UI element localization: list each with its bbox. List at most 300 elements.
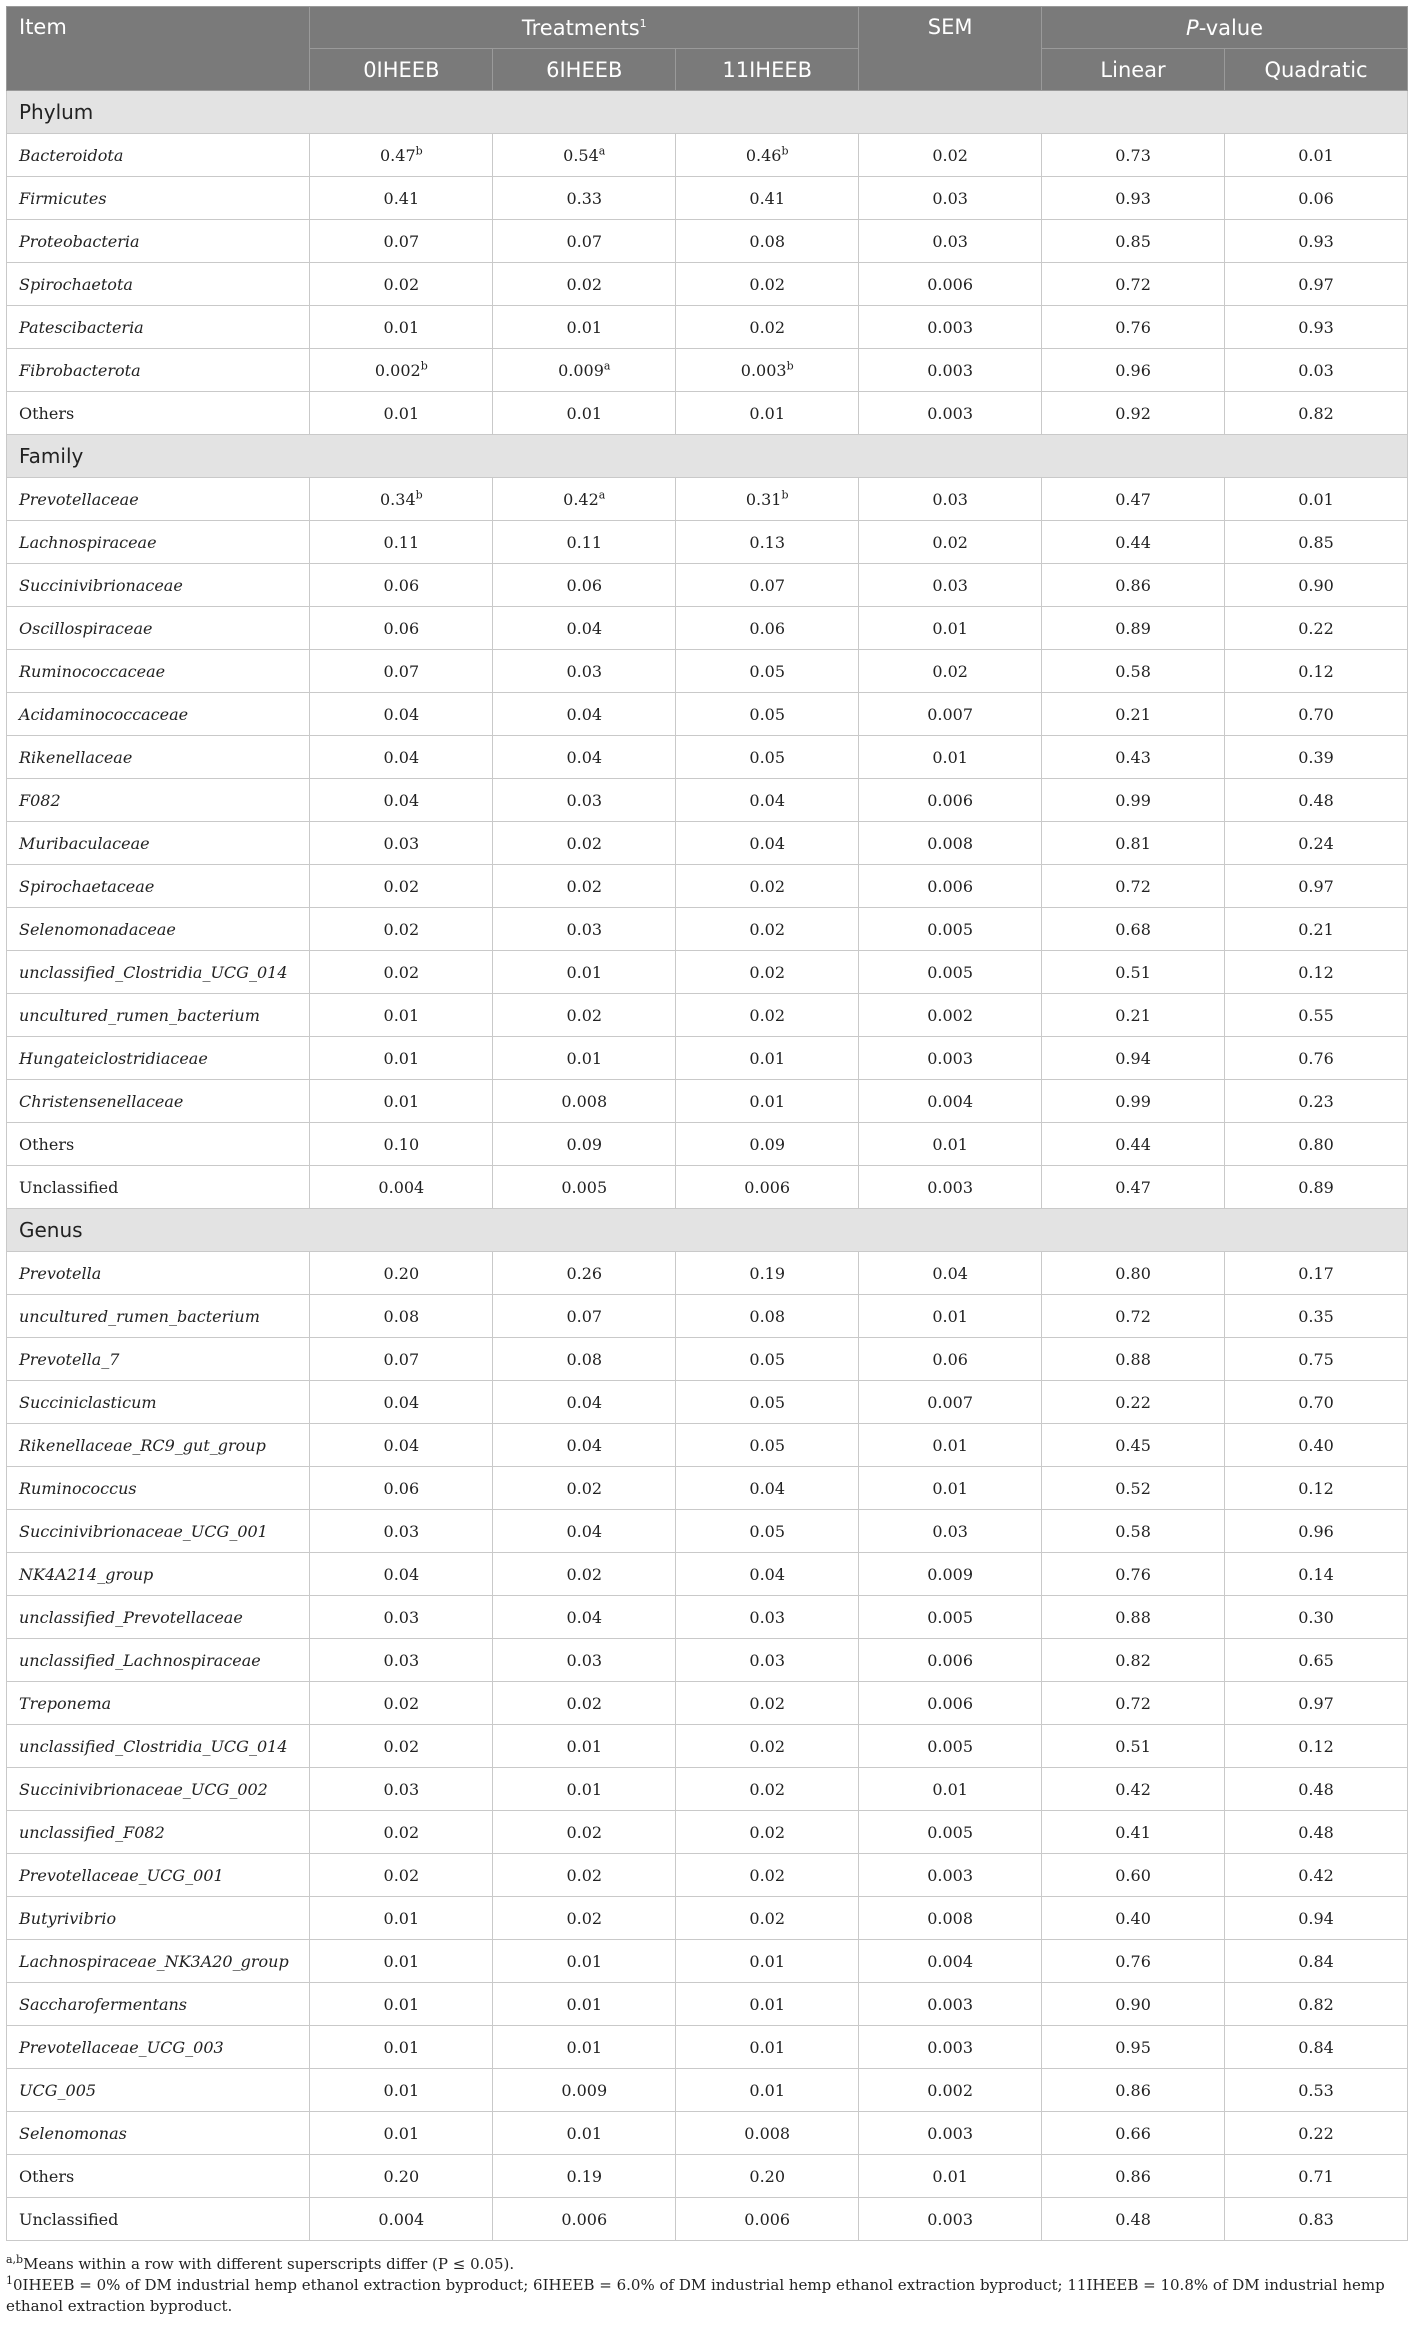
value-0iheeb-text: 0.002 bbox=[374, 360, 421, 380]
value-6iheeb-text: 0.008 bbox=[561, 1091, 608, 1111]
value-11iheeb-text: 0.01 bbox=[749, 403, 786, 423]
value-6iheeb-text: 0.02 bbox=[566, 1865, 603, 1885]
taxon-name: unclassified_Clostridia_UCG_014 bbox=[7, 951, 310, 994]
taxon-name: Bacteroidota bbox=[7, 134, 310, 177]
value-0iheeb-text: 0.06 bbox=[383, 618, 420, 638]
value-sem: 0.003 bbox=[859, 1983, 1042, 2026]
table-row bbox=[7, 865, 1408, 908]
value-11iheeb bbox=[676, 1424, 859, 1467]
value-11iheeb bbox=[676, 736, 859, 779]
value-quadratic: 0.89 bbox=[1225, 1166, 1408, 1209]
value-6iheeb-text: 0.02 bbox=[566, 1564, 603, 1584]
taxon-name: unclassified_Clostridia_UCG_014 bbox=[7, 1725, 310, 1768]
taxon-name: Rikenellaceae bbox=[7, 736, 310, 779]
value-11iheeb bbox=[676, 349, 859, 392]
value-11iheeb-text: 0.05 bbox=[749, 1435, 786, 1455]
value-0iheeb-text: 0.04 bbox=[383, 747, 420, 767]
value-6iheeb bbox=[493, 779, 676, 822]
value-6iheeb-text: 0.01 bbox=[566, 317, 603, 337]
value-linear: 0.72 bbox=[1042, 1682, 1225, 1725]
value-sem: 0.01 bbox=[859, 1768, 1042, 1811]
value-linear: 0.89 bbox=[1042, 607, 1225, 650]
value-quadratic: 0.85 bbox=[1225, 521, 1408, 564]
value-6iheeb bbox=[493, 693, 676, 736]
value-6iheeb-text: 0.03 bbox=[566, 919, 603, 939]
value-0iheeb-text: 0.03 bbox=[383, 1521, 420, 1541]
value-sem: 0.02 bbox=[859, 134, 1042, 177]
value-11iheeb-text: 0.01 bbox=[749, 1951, 786, 1971]
value-0iheeb bbox=[310, 177, 493, 220]
value-0iheeb-text: 0.004 bbox=[378, 1177, 425, 1197]
value-0iheeb-text: 0.07 bbox=[383, 1349, 420, 1369]
value-sem: 0.006 bbox=[859, 1639, 1042, 1682]
value-11iheeb-text: 0.05 bbox=[749, 1521, 786, 1541]
taxon-name: Prevotellaceae_UCG_003 bbox=[7, 2026, 310, 2069]
value-6iheeb-text: 0.03 bbox=[566, 790, 603, 810]
value-sem: 0.005 bbox=[859, 908, 1042, 951]
value-sem: 0.01 bbox=[859, 2155, 1042, 2198]
table-row bbox=[7, 1596, 1408, 1639]
header-treatments-label: Treatments bbox=[521, 15, 640, 40]
value-0iheeb bbox=[310, 1424, 493, 1467]
section-row bbox=[7, 91, 1408, 134]
taxon-name: Patescibacteria bbox=[7, 306, 310, 349]
value-linear: 0.52 bbox=[1042, 1467, 1225, 1510]
value-11iheeb bbox=[676, 1639, 859, 1682]
value-quadratic: 0.17 bbox=[1225, 1252, 1408, 1295]
value-6iheeb-text: 0.02 bbox=[566, 1908, 603, 1928]
table-row bbox=[7, 349, 1408, 392]
value-linear: 0.58 bbox=[1042, 1510, 1225, 1553]
value-6iheeb bbox=[493, 392, 676, 435]
value-quadratic: 0.96 bbox=[1225, 1510, 1408, 1553]
value-0iheeb bbox=[310, 306, 493, 349]
value-11iheeb bbox=[676, 2155, 859, 2198]
value-0iheeb bbox=[310, 2026, 493, 2069]
value-6iheeb-text: 0.01 bbox=[566, 1048, 603, 1068]
value-6iheeb bbox=[493, 521, 676, 564]
value-0iheeb-text: 0.01 bbox=[383, 2080, 420, 2100]
header-col-quadratic: Quadratic bbox=[1225, 49, 1408, 91]
taxon-name: Prevotellaceae_UCG_001 bbox=[7, 1854, 310, 1897]
value-linear: 0.51 bbox=[1042, 1725, 1225, 1768]
value-quadratic: 0.70 bbox=[1225, 693, 1408, 736]
value-11iheeb-text: 0.05 bbox=[749, 704, 786, 724]
value-linear: 0.48 bbox=[1042, 2198, 1225, 2241]
value-quadratic: 0.70 bbox=[1225, 1381, 1408, 1424]
value-11iheeb bbox=[676, 1854, 859, 1897]
value-0iheeb bbox=[310, 1811, 493, 1854]
value-sem: 0.008 bbox=[859, 822, 1042, 865]
value-6iheeb bbox=[493, 1166, 676, 1209]
value-6iheeb-text: 0.02 bbox=[566, 876, 603, 896]
value-11iheeb-text: 0.02 bbox=[749, 1822, 786, 1842]
value-11iheeb-text: 0.19 bbox=[749, 1263, 786, 1283]
value-11iheeb-text: 0.03 bbox=[749, 1607, 786, 1627]
value-11iheeb bbox=[676, 1295, 859, 1338]
value-11iheeb-text: 0.04 bbox=[749, 1564, 786, 1584]
value-6iheeb bbox=[493, 650, 676, 693]
value-linear: 0.44 bbox=[1042, 1123, 1225, 1166]
value-0iheeb bbox=[310, 607, 493, 650]
table-row bbox=[7, 1940, 1408, 1983]
value-sem: 0.007 bbox=[859, 1381, 1042, 1424]
value-11iheeb bbox=[676, 1510, 859, 1553]
value-6iheeb-text: 0.02 bbox=[566, 1478, 603, 1498]
value-11iheeb-text: 0.05 bbox=[749, 1392, 786, 1412]
table-row bbox=[7, 478, 1408, 521]
taxon-name: unclassified_Lachnospiraceae bbox=[7, 1639, 310, 1682]
value-sem: 0.003 bbox=[859, 1037, 1042, 1080]
value-6iheeb-text: 0.02 bbox=[566, 1822, 603, 1842]
value-linear: 0.86 bbox=[1042, 564, 1225, 607]
footnote-1-text: 0IHEEB = 0% of DM industrial hemp ethanol extraction byproduct; 6IHEEB = 6.0% of DM industrial hemp ethanol extraction byproduct; 11IHEEB = 10.8% of DM industrial hemp ethanol extraction byproduct. bbox=[6, 2276, 1385, 2315]
taxon-name: UCG_005 bbox=[7, 2069, 310, 2112]
value-11iheeb bbox=[676, 1553, 859, 1596]
value-quadratic: 0.93 bbox=[1225, 220, 1408, 263]
value-11iheeb bbox=[676, 2026, 859, 2069]
value-6iheeb bbox=[493, 822, 676, 865]
value-0iheeb bbox=[310, 994, 493, 1037]
value-0iheeb-text: 0.01 bbox=[383, 403, 420, 423]
value-quadratic: 0.40 bbox=[1225, 1424, 1408, 1467]
value-0iheeb bbox=[310, 1553, 493, 1596]
value-11iheeb bbox=[676, 478, 859, 521]
value-6iheeb-text: 0.01 bbox=[566, 2123, 603, 2143]
value-6iheeb-text: 0.04 bbox=[566, 1607, 603, 1627]
table-row bbox=[7, 1510, 1408, 1553]
value-sem: 0.007 bbox=[859, 693, 1042, 736]
value-6iheeb-text: 0.01 bbox=[566, 403, 603, 423]
value-quadratic: 0.76 bbox=[1225, 1037, 1408, 1080]
taxon-name: Selenomonadaceae bbox=[7, 908, 310, 951]
value-6iheeb-text: 0.01 bbox=[566, 962, 603, 982]
value-linear: 0.68 bbox=[1042, 908, 1225, 951]
value-linear: 0.99 bbox=[1042, 1080, 1225, 1123]
table-row bbox=[7, 2069, 1408, 2112]
value-6iheeb bbox=[493, 951, 676, 994]
taxon-name: Succinivibrionaceae bbox=[7, 564, 310, 607]
value-0iheeb bbox=[310, 134, 493, 177]
value-sem: 0.003 bbox=[859, 2198, 1042, 2241]
value-0iheeb bbox=[310, 263, 493, 306]
value-6iheeb-text: 0.06 bbox=[566, 575, 603, 595]
value-linear: 0.82 bbox=[1042, 1639, 1225, 1682]
value-6iheeb-text: 0.26 bbox=[566, 1263, 603, 1283]
value-sem: 0.06 bbox=[859, 1338, 1042, 1381]
table-row bbox=[7, 1123, 1408, 1166]
value-quadratic: 0.97 bbox=[1225, 263, 1408, 306]
table-row bbox=[7, 2026, 1408, 2069]
value-sem: 0.005 bbox=[859, 1596, 1042, 1639]
value-linear: 0.94 bbox=[1042, 1037, 1225, 1080]
value-11iheeb bbox=[676, 1381, 859, 1424]
footnote-1-mark: 1 bbox=[6, 2274, 13, 2287]
value-0iheeb-text: 0.04 bbox=[383, 1564, 420, 1584]
value-6iheeb bbox=[493, 1338, 676, 1381]
value-0iheeb-text: 0.02 bbox=[383, 1822, 420, 1842]
value-6iheeb bbox=[493, 1854, 676, 1897]
value-linear: 0.76 bbox=[1042, 1940, 1225, 1983]
value-quadratic: 0.97 bbox=[1225, 1682, 1408, 1725]
value-0iheeb bbox=[310, 951, 493, 994]
value-quadratic: 0.12 bbox=[1225, 1725, 1408, 1768]
value-11iheeb bbox=[676, 306, 859, 349]
table-row bbox=[7, 1166, 1408, 1209]
value-quadratic: 0.48 bbox=[1225, 779, 1408, 822]
value-11iheeb bbox=[676, 134, 859, 177]
value-linear: 0.42 bbox=[1042, 1768, 1225, 1811]
value-11iheeb bbox=[676, 908, 859, 951]
value-0iheeb bbox=[310, 1768, 493, 1811]
value-11iheeb-text: 0.02 bbox=[749, 1908, 786, 1928]
value-quadratic: 0.12 bbox=[1225, 951, 1408, 994]
value-sem: 0.04 bbox=[859, 1252, 1042, 1295]
table-row bbox=[7, 779, 1408, 822]
value-quadratic: 0.84 bbox=[1225, 2026, 1408, 2069]
taxon-name: Spirochaetota bbox=[7, 263, 310, 306]
value-11iheeb bbox=[676, 650, 859, 693]
value-0iheeb-text: 0.20 bbox=[383, 1263, 420, 1283]
value-11iheeb-text: 0.20 bbox=[749, 2166, 786, 2186]
value-0iheeb-text: 0.01 bbox=[383, 1994, 420, 2014]
value-6iheeb bbox=[493, 1424, 676, 1467]
value-6iheeb-text: 0.01 bbox=[566, 2037, 603, 2057]
value-0iheeb bbox=[310, 1510, 493, 1553]
value-11iheeb-text: 0.04 bbox=[749, 790, 786, 810]
value-11iheeb bbox=[676, 1467, 859, 1510]
value-6iheeb bbox=[493, 564, 676, 607]
value-6iheeb bbox=[493, 220, 676, 263]
taxon-name: Treponema bbox=[7, 1682, 310, 1725]
value-11iheeb-text: 0.01 bbox=[749, 1994, 786, 2014]
value-6iheeb-text: 0.02 bbox=[566, 274, 603, 294]
value-11iheeb bbox=[676, 1940, 859, 1983]
value-0iheeb bbox=[310, 693, 493, 736]
value-6iheeb-text: 0.006 bbox=[561, 2209, 608, 2229]
value-11iheeb bbox=[676, 1725, 859, 1768]
value-linear: 0.90 bbox=[1042, 1983, 1225, 2026]
value-6iheeb-text: 0.04 bbox=[566, 1392, 603, 1412]
value-6iheeb bbox=[493, 1682, 676, 1725]
header-col-linear: Linear bbox=[1042, 49, 1225, 91]
value-6iheeb bbox=[493, 306, 676, 349]
header-pvalue-label: -value bbox=[1198, 15, 1264, 40]
value-0iheeb-text: 0.02 bbox=[383, 1693, 420, 1713]
value-6iheeb-text: 0.04 bbox=[566, 1435, 603, 1455]
value-0iheeb-text: 0.01 bbox=[383, 1005, 420, 1025]
taxon-name: Prevotella bbox=[7, 1252, 310, 1295]
value-0iheeb-text: 0.11 bbox=[383, 532, 420, 552]
table-row bbox=[7, 263, 1408, 306]
value-6iheeb bbox=[493, 134, 676, 177]
value-6iheeb bbox=[493, 1467, 676, 1510]
taxon-name: Lachnospiraceae_NK3A20_group bbox=[7, 1940, 310, 1983]
value-linear: 0.95 bbox=[1042, 2026, 1225, 2069]
value-0iheeb-text: 0.02 bbox=[383, 919, 420, 939]
value-6iheeb-text: 0.009 bbox=[558, 360, 604, 380]
value-6iheeb-text: 0.02 bbox=[566, 1693, 603, 1713]
value-6iheeb-text: 0.04 bbox=[566, 747, 603, 767]
value-11iheeb-text: 0.02 bbox=[749, 1005, 786, 1025]
value-linear: 0.96 bbox=[1042, 349, 1225, 392]
value-0iheeb bbox=[310, 478, 493, 521]
value-0iheeb bbox=[310, 1080, 493, 1123]
table-row bbox=[7, 220, 1408, 263]
value-6iheeb bbox=[493, 607, 676, 650]
value-11iheeb bbox=[676, 1811, 859, 1854]
value-sem: 0.03 bbox=[859, 220, 1042, 263]
footnote-1 bbox=[6, 2275, 1408, 2317]
value-6iheeb bbox=[493, 1123, 676, 1166]
value-0iheeb-text: 0.01 bbox=[383, 2037, 420, 2057]
value-11iheeb bbox=[676, 1123, 859, 1166]
value-6iheeb-text: 0.005 bbox=[561, 1177, 608, 1197]
value-11iheeb-text: 0.02 bbox=[749, 317, 786, 337]
taxon-name: unclassified_F082 bbox=[7, 1811, 310, 1854]
value-quadratic: 0.23 bbox=[1225, 1080, 1408, 1123]
taxon-name: Ruminococcus bbox=[7, 1467, 310, 1510]
value-6iheeb-text: 0.03 bbox=[566, 1650, 603, 1670]
value-11iheeb-text: 0.08 bbox=[749, 231, 786, 251]
taxon-name: Spirochaetaceae bbox=[7, 865, 310, 908]
table-row bbox=[7, 1983, 1408, 2026]
taxon-name: F082 bbox=[7, 779, 310, 822]
taxon-name: uncultured_rumen_bacterium bbox=[7, 994, 310, 1037]
section-title: Genus bbox=[7, 1209, 1408, 1252]
value-linear: 0.66 bbox=[1042, 2112, 1225, 2155]
value-11iheeb bbox=[676, 1080, 859, 1123]
value-11iheeb-text: 0.006 bbox=[744, 2209, 791, 2229]
value-11iheeb-text: 0.04 bbox=[749, 1478, 786, 1498]
value-0iheeb bbox=[310, 1596, 493, 1639]
taxon-name: Fibrobacterota bbox=[7, 349, 310, 392]
value-0iheeb bbox=[310, 1123, 493, 1166]
value-linear: 0.72 bbox=[1042, 263, 1225, 306]
value-quadratic: 0.83 bbox=[1225, 2198, 1408, 2241]
value-0iheeb-text: 0.03 bbox=[383, 1607, 420, 1627]
value-0iheeb-text: 0.06 bbox=[383, 1478, 420, 1498]
table-row bbox=[7, 2112, 1408, 2155]
table-row bbox=[7, 1424, 1408, 1467]
value-quadratic: 0.39 bbox=[1225, 736, 1408, 779]
value-11iheeb bbox=[676, 994, 859, 1037]
taxon-name: NK4A214_group bbox=[7, 1553, 310, 1596]
value-6iheeb bbox=[493, 908, 676, 951]
value-6iheeb bbox=[493, 1037, 676, 1080]
taxon-name: Hungateiclostridiaceae bbox=[7, 1037, 310, 1080]
value-linear: 0.60 bbox=[1042, 1854, 1225, 1897]
header-treatments-footnote-mark: 1 bbox=[639, 16, 647, 30]
value-11iheeb-text: 0.05 bbox=[749, 747, 786, 767]
value-sem: 0.003 bbox=[859, 306, 1042, 349]
value-0iheeb bbox=[310, 2112, 493, 2155]
value-linear: 0.86 bbox=[1042, 2069, 1225, 2112]
value-sem: 0.003 bbox=[859, 2026, 1042, 2069]
value-sem: 0.01 bbox=[859, 1295, 1042, 1338]
value-linear: 0.21 bbox=[1042, 693, 1225, 736]
value-0iheeb-text: 0.04 bbox=[383, 704, 420, 724]
value-6iheeb bbox=[493, 1510, 676, 1553]
value-0iheeb bbox=[310, 1295, 493, 1338]
value-0iheeb-text: 0.20 bbox=[383, 2166, 420, 2186]
value-0iheeb-text: 0.01 bbox=[383, 2123, 420, 2143]
taxon-name: Prevotella_7 bbox=[7, 1338, 310, 1381]
value-11iheeb bbox=[676, 607, 859, 650]
value-0iheeb bbox=[310, 521, 493, 564]
value-quadratic: 0.01 bbox=[1225, 134, 1408, 177]
value-11iheeb-text: 0.02 bbox=[749, 1736, 786, 1756]
header-treatments bbox=[310, 7, 859, 49]
value-6iheeb bbox=[493, 2069, 676, 2112]
taxon-name: Others bbox=[7, 1123, 310, 1166]
value-linear: 0.72 bbox=[1042, 1295, 1225, 1338]
taxon-name: Unclassified bbox=[7, 1166, 310, 1209]
taxon-name: Acidaminococcaceae bbox=[7, 693, 310, 736]
value-linear: 0.86 bbox=[1042, 2155, 1225, 2198]
table-row bbox=[7, 693, 1408, 736]
value-0iheeb-text: 0.02 bbox=[383, 1736, 420, 1756]
value-6iheeb-text: 0.04 bbox=[566, 704, 603, 724]
significance-superscript: b bbox=[415, 144, 423, 158]
table-row bbox=[7, 521, 1408, 564]
value-sem: 0.006 bbox=[859, 779, 1042, 822]
value-linear: 0.76 bbox=[1042, 306, 1225, 349]
value-6iheeb-text: 0.09 bbox=[566, 1134, 603, 1154]
value-11iheeb bbox=[676, 779, 859, 822]
value-11iheeb bbox=[676, 1682, 859, 1725]
value-0iheeb bbox=[310, 1467, 493, 1510]
value-6iheeb bbox=[493, 2026, 676, 2069]
taxon-name: Succinivibrionaceae_UCG_001 bbox=[7, 1510, 310, 1553]
section-title: Phylum bbox=[7, 91, 1408, 134]
value-quadratic: 0.48 bbox=[1225, 1768, 1408, 1811]
value-11iheeb-text: 0.02 bbox=[749, 1779, 786, 1799]
value-0iheeb bbox=[310, 564, 493, 607]
value-6iheeb-text: 0.07 bbox=[566, 1306, 603, 1326]
value-linear: 0.51 bbox=[1042, 951, 1225, 994]
table-row bbox=[7, 392, 1408, 435]
value-11iheeb-text: 0.09 bbox=[749, 1134, 786, 1154]
table-row bbox=[7, 908, 1408, 951]
value-6iheeb-text: 0.19 bbox=[566, 2166, 603, 2186]
value-0iheeb-text: 0.07 bbox=[383, 661, 420, 681]
value-0iheeb-text: 0.01 bbox=[383, 317, 420, 337]
value-11iheeb-text: 0.02 bbox=[749, 1693, 786, 1713]
value-6iheeb bbox=[493, 1811, 676, 1854]
value-0iheeb bbox=[310, 1338, 493, 1381]
value-linear: 0.40 bbox=[1042, 1897, 1225, 1940]
value-0iheeb-text: 0.10 bbox=[383, 1134, 420, 1154]
table-row bbox=[7, 650, 1408, 693]
value-sem: 0.003 bbox=[859, 2112, 1042, 2155]
value-11iheeb-text: 0.01 bbox=[749, 2037, 786, 2057]
value-11iheeb bbox=[676, 2112, 859, 2155]
value-0iheeb bbox=[310, 865, 493, 908]
value-6iheeb-text: 0.01 bbox=[566, 1951, 603, 1971]
value-0iheeb bbox=[310, 1639, 493, 1682]
value-sem: 0.01 bbox=[859, 736, 1042, 779]
section-row bbox=[7, 435, 1408, 478]
value-6iheeb bbox=[493, 1381, 676, 1424]
value-linear: 0.88 bbox=[1042, 1338, 1225, 1381]
value-sem: 0.03 bbox=[859, 177, 1042, 220]
value-11iheeb bbox=[676, 392, 859, 435]
value-11iheeb bbox=[676, 693, 859, 736]
value-sem: 0.006 bbox=[859, 865, 1042, 908]
value-quadratic: 0.82 bbox=[1225, 392, 1408, 435]
value-sem: 0.01 bbox=[859, 1424, 1042, 1467]
